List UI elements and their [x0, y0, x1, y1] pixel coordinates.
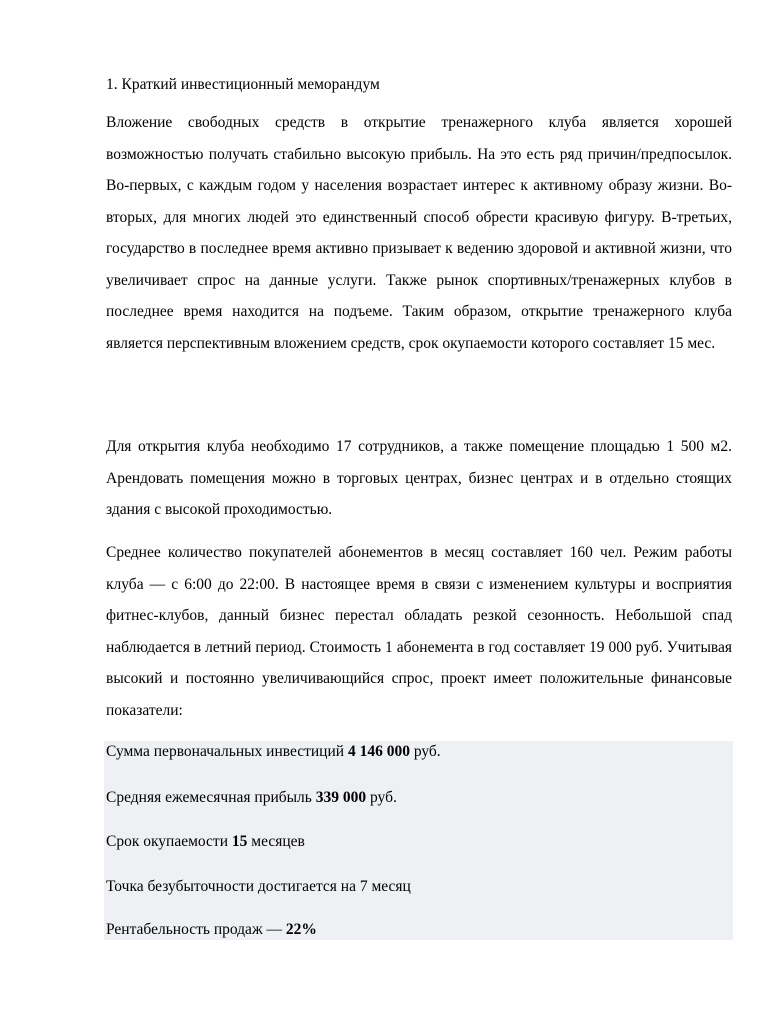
summary-suffix: руб.	[369, 789, 397, 806]
summary-label: Средняя ежемесячная прибыль	[106, 789, 312, 806]
summary-suffix: месяцев	[251, 833, 305, 850]
summary-value: 22%	[285, 921, 317, 938]
financial-summary-box	[104, 741, 733, 940]
section-heading: 1. Краткий инвестиционный меморандум	[106, 76, 380, 93]
summary-value: 15	[231, 833, 248, 850]
summary-row-payback-period	[106, 831, 305, 853]
summary-row-monthly-profit	[106, 787, 397, 809]
paragraph-staff-and-premises: Для открытия клуба необходимо 17 сотрудников, а также помещение площадью 1 500 м2. Арендовать помещения можно в торговых центрах, бизнес центрах и в отдельно стоящих здания с высокой проходимостью.	[106, 438, 732, 518]
summary-label: Сумма первоначальных инвестиций	[106, 743, 345, 760]
summary-label: Точка безубыточности достигается на 7 месяц	[106, 878, 411, 895]
summary-value: 339 000	[315, 789, 367, 806]
summary-row-sales-profitability	[106, 919, 317, 941]
summary-suffix: руб.	[413, 743, 441, 760]
summary-row-break-even	[106, 876, 411, 898]
paragraph-investment-rationale: Вложение свободных средств в открытие тренажерного клуба является хорошей возможностью получать стабильно высокую прибыль. На это есть ряд причин/предпосылок. Во-первых, с каждым годом у населения возрастает интерес к активному образу жизни. Во-вторых, для многих людей это единственный способ обрести красивую фигуру. В-третьих, государство в последнее время активно призывает к ведению здоровой и активной жизни, что увеличивает спрос на данные услуги. Также рынок спортивных/тренажерных клубов в последнее время находится на подъеме. Таким образом, открытие тренажерного клуба является перспективным вложением средств, срок окупаемости которого составляет 15 мес.	[106, 114, 732, 352]
summary-label: Срок окупаемости	[106, 833, 229, 850]
paragraph-customers-and-pricing: Среднее количество покупателей абонементов в месяц составляет 160 чел. Режим работы клуба — с 6:00 до 22:00. В настоящее время в связи с изменением культуры и восприятия фитнес-клубов, данный бизнес перестал обладать резкой сезонность. Небольшой спад наблюдается в летний период. Стоимость 1 абонемента в год составляет 19 000 руб. Учитывая высокий и постоянно увеличивающийся спрос, проект имеет положительные финансовые показатели:	[106, 544, 732, 719]
summary-value: 4 146 000	[347, 743, 410, 760]
summary-row-initial-investment	[106, 741, 441, 763]
summary-label: Рентабельность продаж —	[106, 921, 283, 938]
